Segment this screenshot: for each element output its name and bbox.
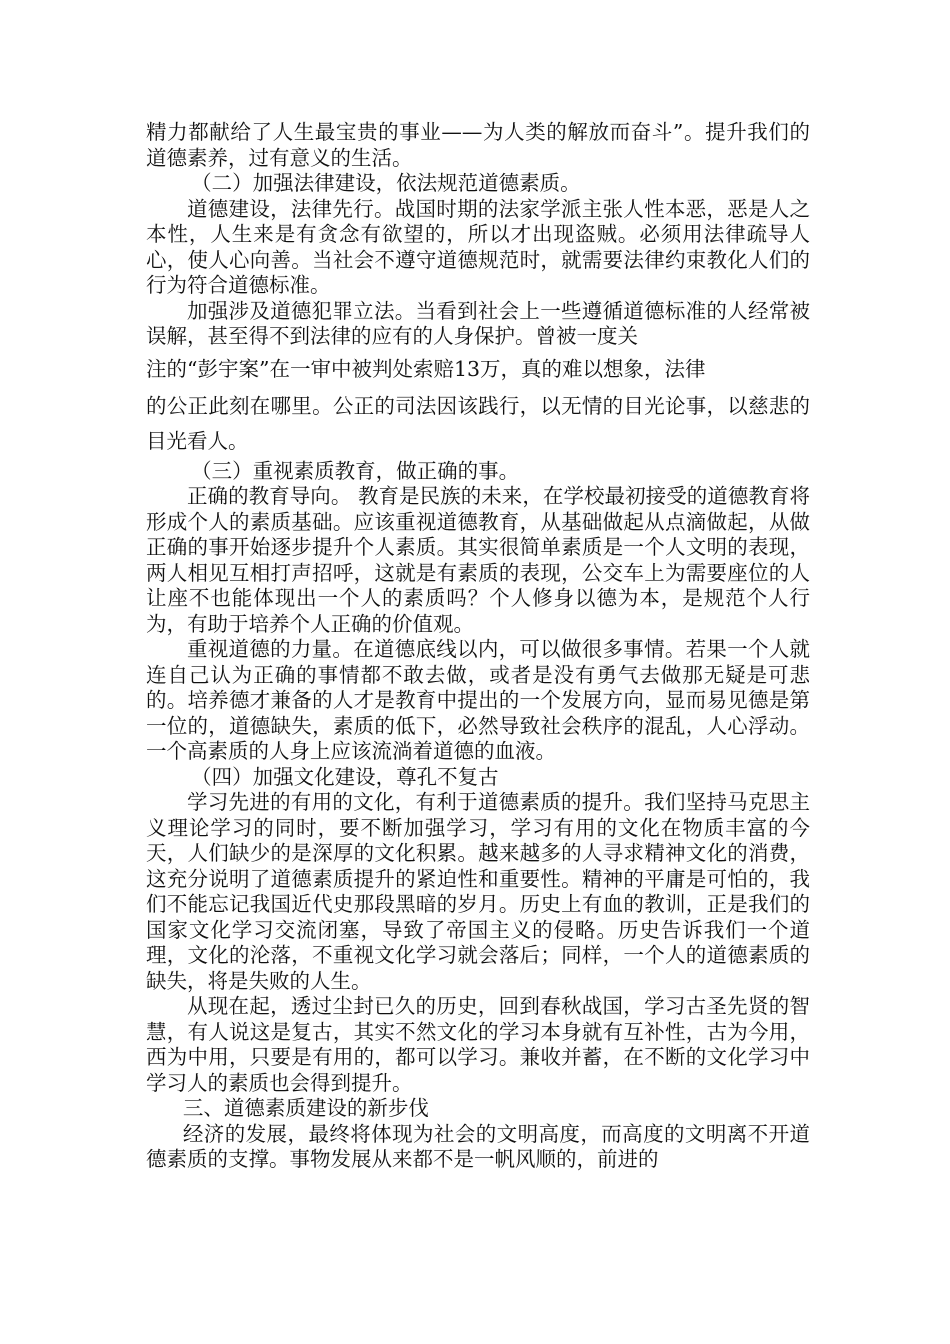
paragraph-from-now-on: 从现在起，透过尘封已久的历史，回到春秋战国，学习古圣先贤的智慧，有人说这是复古，其实不然文化的学习本身就有互补性，古为今用，西为中用，只要是有用的，都可以学习。兼收并蓄，在不断的文化学习中学习人的素质也会得到提升。 bbox=[146, 994, 810, 1095]
section-heading-4: （四）加强文化建设，尊孔不复古 bbox=[191, 764, 499, 789]
paragraph-continuation: 精力都献给了人生最宝贵的事业——为人类的解放而奋斗”。提升我们的道德素养，过有意义的生活。 bbox=[146, 120, 810, 170]
paragraph-legislation-part3: 的公正此刻在哪里。公正的司法因该践行，以无情的目光论事，以慈悲的目光看人。 bbox=[146, 393, 810, 453]
paragraph-law-first: 道德建设，法律先行。战国时期的法家学派主张人性本恶，恶是人之本性，人生来是有贪念有欲望的，所以才出现盗贼。必须用法律疏导人心，使人心向善。当社会不遵守道德规范时，就需要法律约束教化人们的行为符合道德标准。 bbox=[146, 196, 810, 297]
paragraph-legislation-part1: 加强涉及道德犯罪立法。当看到社会上一些遵循道德标准的人经常被误解，甚至得不到法律的应有的人身保护。曾被一度关 bbox=[146, 298, 810, 348]
paragraph-moral-power: 重视道德的力量。在道德底线以内，可以做很多事情。若果一个人就连自己认为正确的事情都不敢去做，或者是没有勇气去做那无疑是可悲的。培养德才兼备的人才是教育中提出的一个发展方向，显而易见德是第一位的，道德缺失，素质的低下，必然导致社会秩序的混乱，人心浮动。一个高素质的人身上应该流淌着道德的血液。 bbox=[146, 637, 810, 763]
paragraph-culture-learning: 学习先进的有用的文化，有利于道德素质的提升。我们坚持马克思主义理论学习的同时，要不断加强学习，学习有用的文化在物质丰富的今天，人们缺少的是深厚的文化积累。越来越多的人寻求精神文化的消费，这充分说明了道德素质提升的紧迫性和重要性。精神的平庸是可怕的，我们不能忘记我国近代史那段黑暗的岁月。历史上有血的教训，正是我们的国家文化学习交流闭塞，导致了帝国主义的侵略。历史告诉我们一个道理，文化的沦落，不重视文化学习就会落后；同样，一个人的道德素质的缺失，将是失败的人生。 bbox=[146, 790, 810, 993]
section-heading-3: （三）重视素质教育，做正确的事。 bbox=[191, 458, 520, 483]
section-heading-2: （二）加强法律建设，依法规范道德素质。 bbox=[191, 171, 581, 195]
paragraph-economic-development: 经济的发展，最终将体现为社会的文明高度，而高度的文明离不开道德素质的支撑。事物发展从来都不是一帆风顺的，前进的 bbox=[146, 1121, 810, 1171]
paragraph-education-guidance: 正确的教育导向。 教育是民族的未来，在学校最初接受的道德教育将形成个人的素质基础。应该重视道德教育，从基础做起从点滴做起，从做正确的事开始逐步提升个人素质。其实很简单素质是一个人文明的表现，两人相见互相打声招呼，这就是有素质的表现，公交车上为需要座位的人让座不也能体现出一个人的素质吗？个人修身以德为本，是规范个人行为，有助于培养个人正确的价值观。 bbox=[146, 484, 810, 636]
paragraph-legislation-part2: 注的“彭宇案”在一审中被判处索赔13万，真的难以想象，法律 bbox=[146, 356, 706, 381]
paragraph-legislation bbox=[146, 299, 810, 459]
section-heading-main-3: 三、道德素质建设的新步伐 bbox=[182, 1096, 429, 1120]
document-page bbox=[146, 120, 810, 1173]
